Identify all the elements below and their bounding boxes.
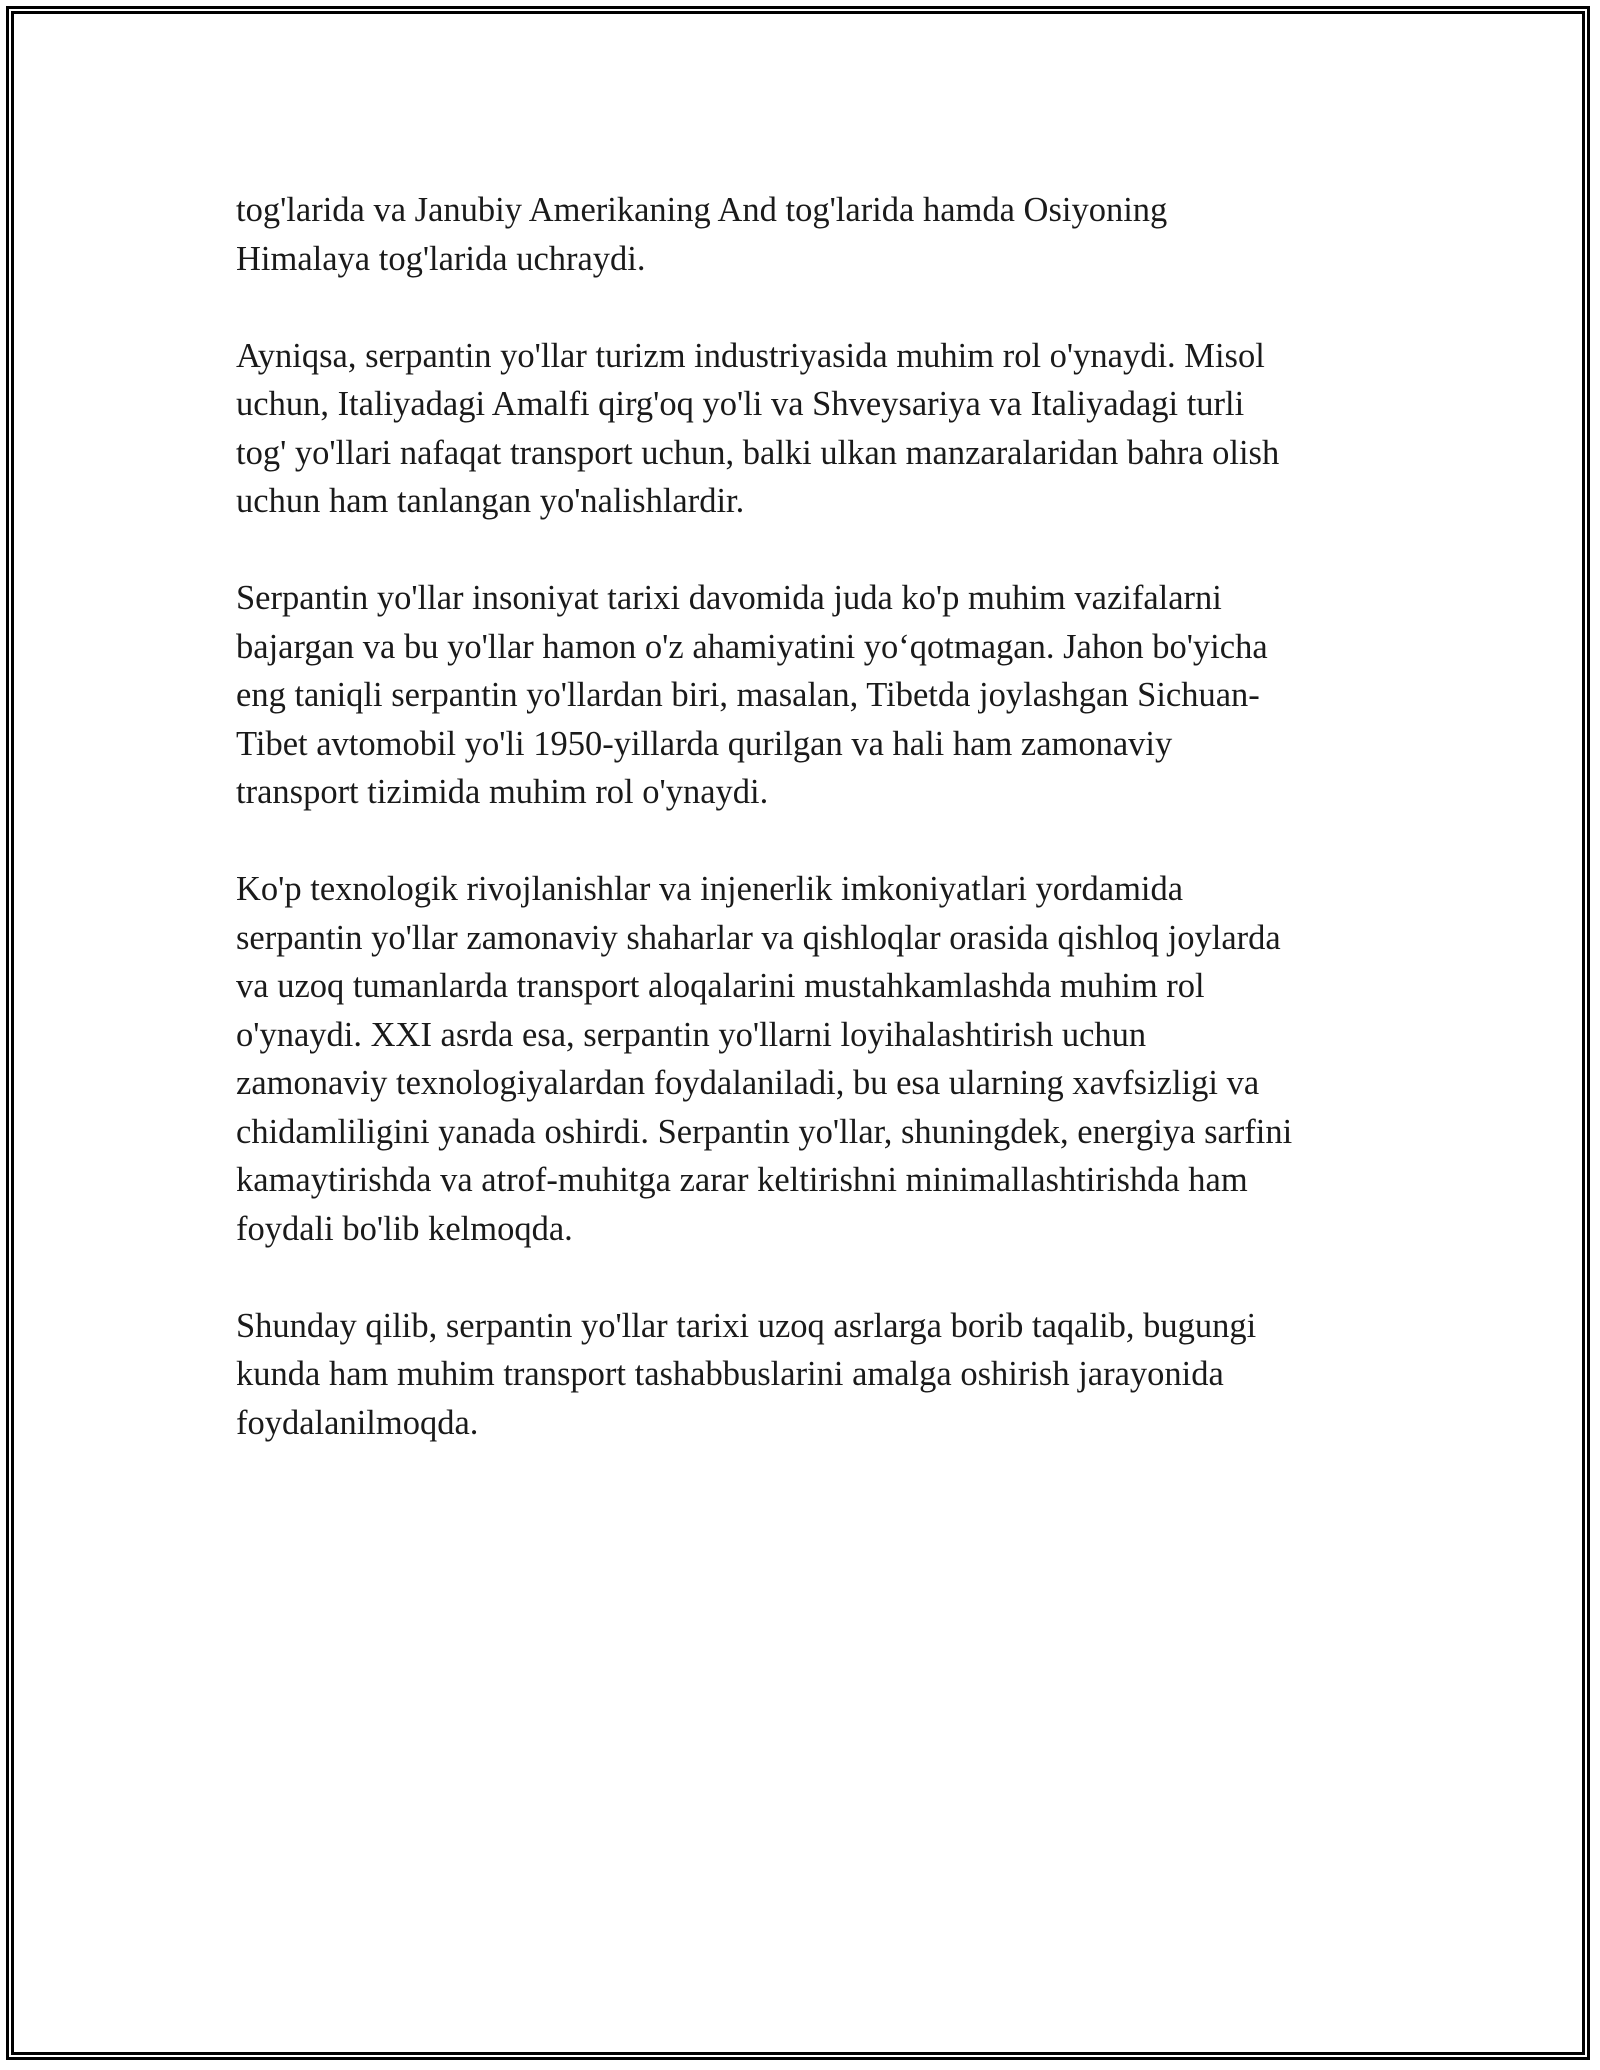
paragraph-5: Shunday qilib, serpantin yo'llar tarixi uzoq asrlarga borib taqalib, bugungi kunda ham muhim transport tashabbuslarini amalga oshirish jarayonida foydalanilmoqda. — [236, 1306, 1257, 1442]
paragraph-3: Serpantin yo'llar insoniyat tarixi davomida juda ko'p muhim vazifalarni bajargan va bu yo'llar hamon o'z ahamiyatini yo‘qotmagan. Jahon bo'yicha eng taniqli serpantin yo'llardan biri, masalan, Tibetda joylashgan Sichuan- Tibet avtomobil yo'li 1950-yillarda qurilgan va hali ham zamonaviy transport tizimida muhim rol o'ynaydi. — [236, 579, 1268, 811]
paragraph-4: Ko'p texnologik rivojlanishlar va injenerlik imkoniyatlari yordamida serpantin yo'llar zamonaviy shaharlar va qishloqlar orasida qishloq joylarda va uzoq tumanlarda transport aloqalarini mustahkamlashda muhim rol o'ynaydi. XXI asrda esa, serpantin yo'llarni loyihalashtirish uchun zamonaviy texnologiyalardan foydalaniladi, bu esa ularning xavfsizligi va chidamliligini yanada oshirdi. Serpantin yo'llar, shuningdek, energiya sarfini kamaytirishda va atrof-muhitga zarar keltirishni minimallashtirishda ham foydali bo'lib kelmoqda. — [236, 870, 1293, 1248]
paragraph-2: Ayniqsa, serpantin yo'llar turizm industriyasida muhim rol o'ynaydi. Misol uchun, Italiyadagi Amalfi qirg'oq yo'li va Shveysariya va Italiyadagi turli tog' yo'llari nafaqat transport uchun, balki ulkan manzaralaridan bahra olish uchun ham tanlangan yo'nalishlardir. — [236, 336, 1280, 520]
paragraph-1: tog'larida va Janubiy Amerikaning And tog'larida hamda Osiyoning Himalaya tog'larida uchraydi. — [236, 191, 1168, 278]
document-body — [236, 186, 1368, 1496]
